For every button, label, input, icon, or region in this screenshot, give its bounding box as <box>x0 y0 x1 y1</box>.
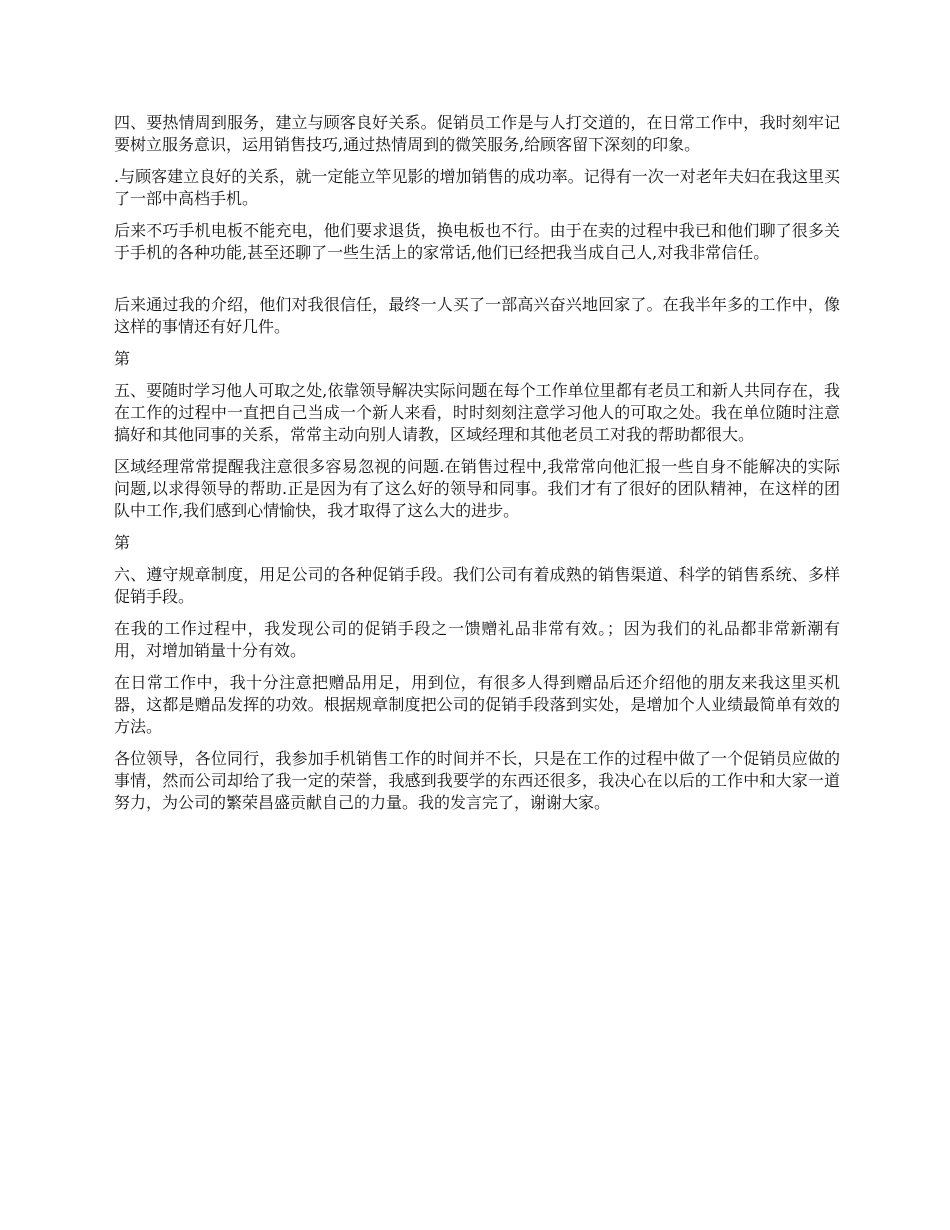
paragraph-gift-usage: 在日常工作中，我十分注意把赠品用足，用到位，有很多人得到赠品后还介绍他的朋友来我这里买机器，这都是赠品发挥的功效。根据规章制度把公司的促销手段落到实处，是增加个人业绩最简单有效的方法。 <box>114 673 840 736</box>
paragraph-gifts: 在我的工作过程中，我发现公司的促销手段之一馈赠礼品非常有效。；因为我们的礼品都非常新潮有用，对增加销量十分有效。 <box>114 619 840 660</box>
paragraph-relationship: .与顾客建立良好的关系，就一定能立竿见影的增加销售的成功率。记得有一次一对老年夫妇在我这里买了一部中高档手机。 <box>114 167 840 208</box>
document-body <box>114 112 840 824</box>
paragraph-learning: 五、要随时学习他人可取之处,依靠领导解决实际问题在每个工作单位里都有老员工和新人共同存在，我在工作的过程中一直把自己当成一个新人来看，时时刻刻注意学习他人的可取之处。我在单位随时注意搞好和其他同事的关系，常常主动向别人请教，区域经理和其他老员工对我的帮助都很大。 <box>114 381 840 444</box>
paragraph-purchase-outcome: 后来通过我的介绍，他们对我很信任，最终一人买了一部高兴奋兴地回家了。在我半年多的工作中，像这样的事情还有好几件。 <box>114 295 840 336</box>
paragraph-marker: 第 <box>114 533 131 552</box>
paragraph-service: 四、要热情周到服务，建立与顾客良好关系。促销员工作是与人打交道的，在日常工作中，我时刻牢记要树立服务意识，运用销售技巧,通过热情周到的微笑服务,给顾客留下深刻的印象。 <box>114 113 840 154</box>
paragraph-manager: 区域经理常常提醒我注意很多容易忽视的问题.在销售过程中,我常常向他汇报一些自身不能解决的实际问题,以求得领导的帮助.正是因为有了这么好的领导和同事。我们才有了很好的团队精神，在这样的团队中工作,我们感到心情愉快，我才取得了这么大的进步。 <box>114 457 840 520</box>
paragraph-marker: 第 <box>114 349 131 368</box>
paragraph-closing: 各位领导，各位同行，我参加手机销售工作的时间并不长，只是在工作的过程中做了一个促销员应做的事情，然而公司却给了我一定的荣誉，我感到我要学的东西还很多，我决心在以后的工作中和大家一道努力，为公司的繁荣昌盛贡献自己的力量。我的发言完了，谢谢大家。 <box>114 749 840 812</box>
paragraph-return-request: 后来不巧手机电板不能充电，他们要求退货，换电板也不行。由于在卖的过程中我已和他们聊了很多关于手机的各种功能,甚至还聊了一些生活上的家常话,他们已经把我当成自己人,对我非常信任。 <box>114 221 840 262</box>
paragraph-rules: 六、遵守规章制度，用足公司的各种促销手段。我们公司有着成熟的销售渠道、科学的销售系统、多样促销手段。 <box>114 565 840 606</box>
